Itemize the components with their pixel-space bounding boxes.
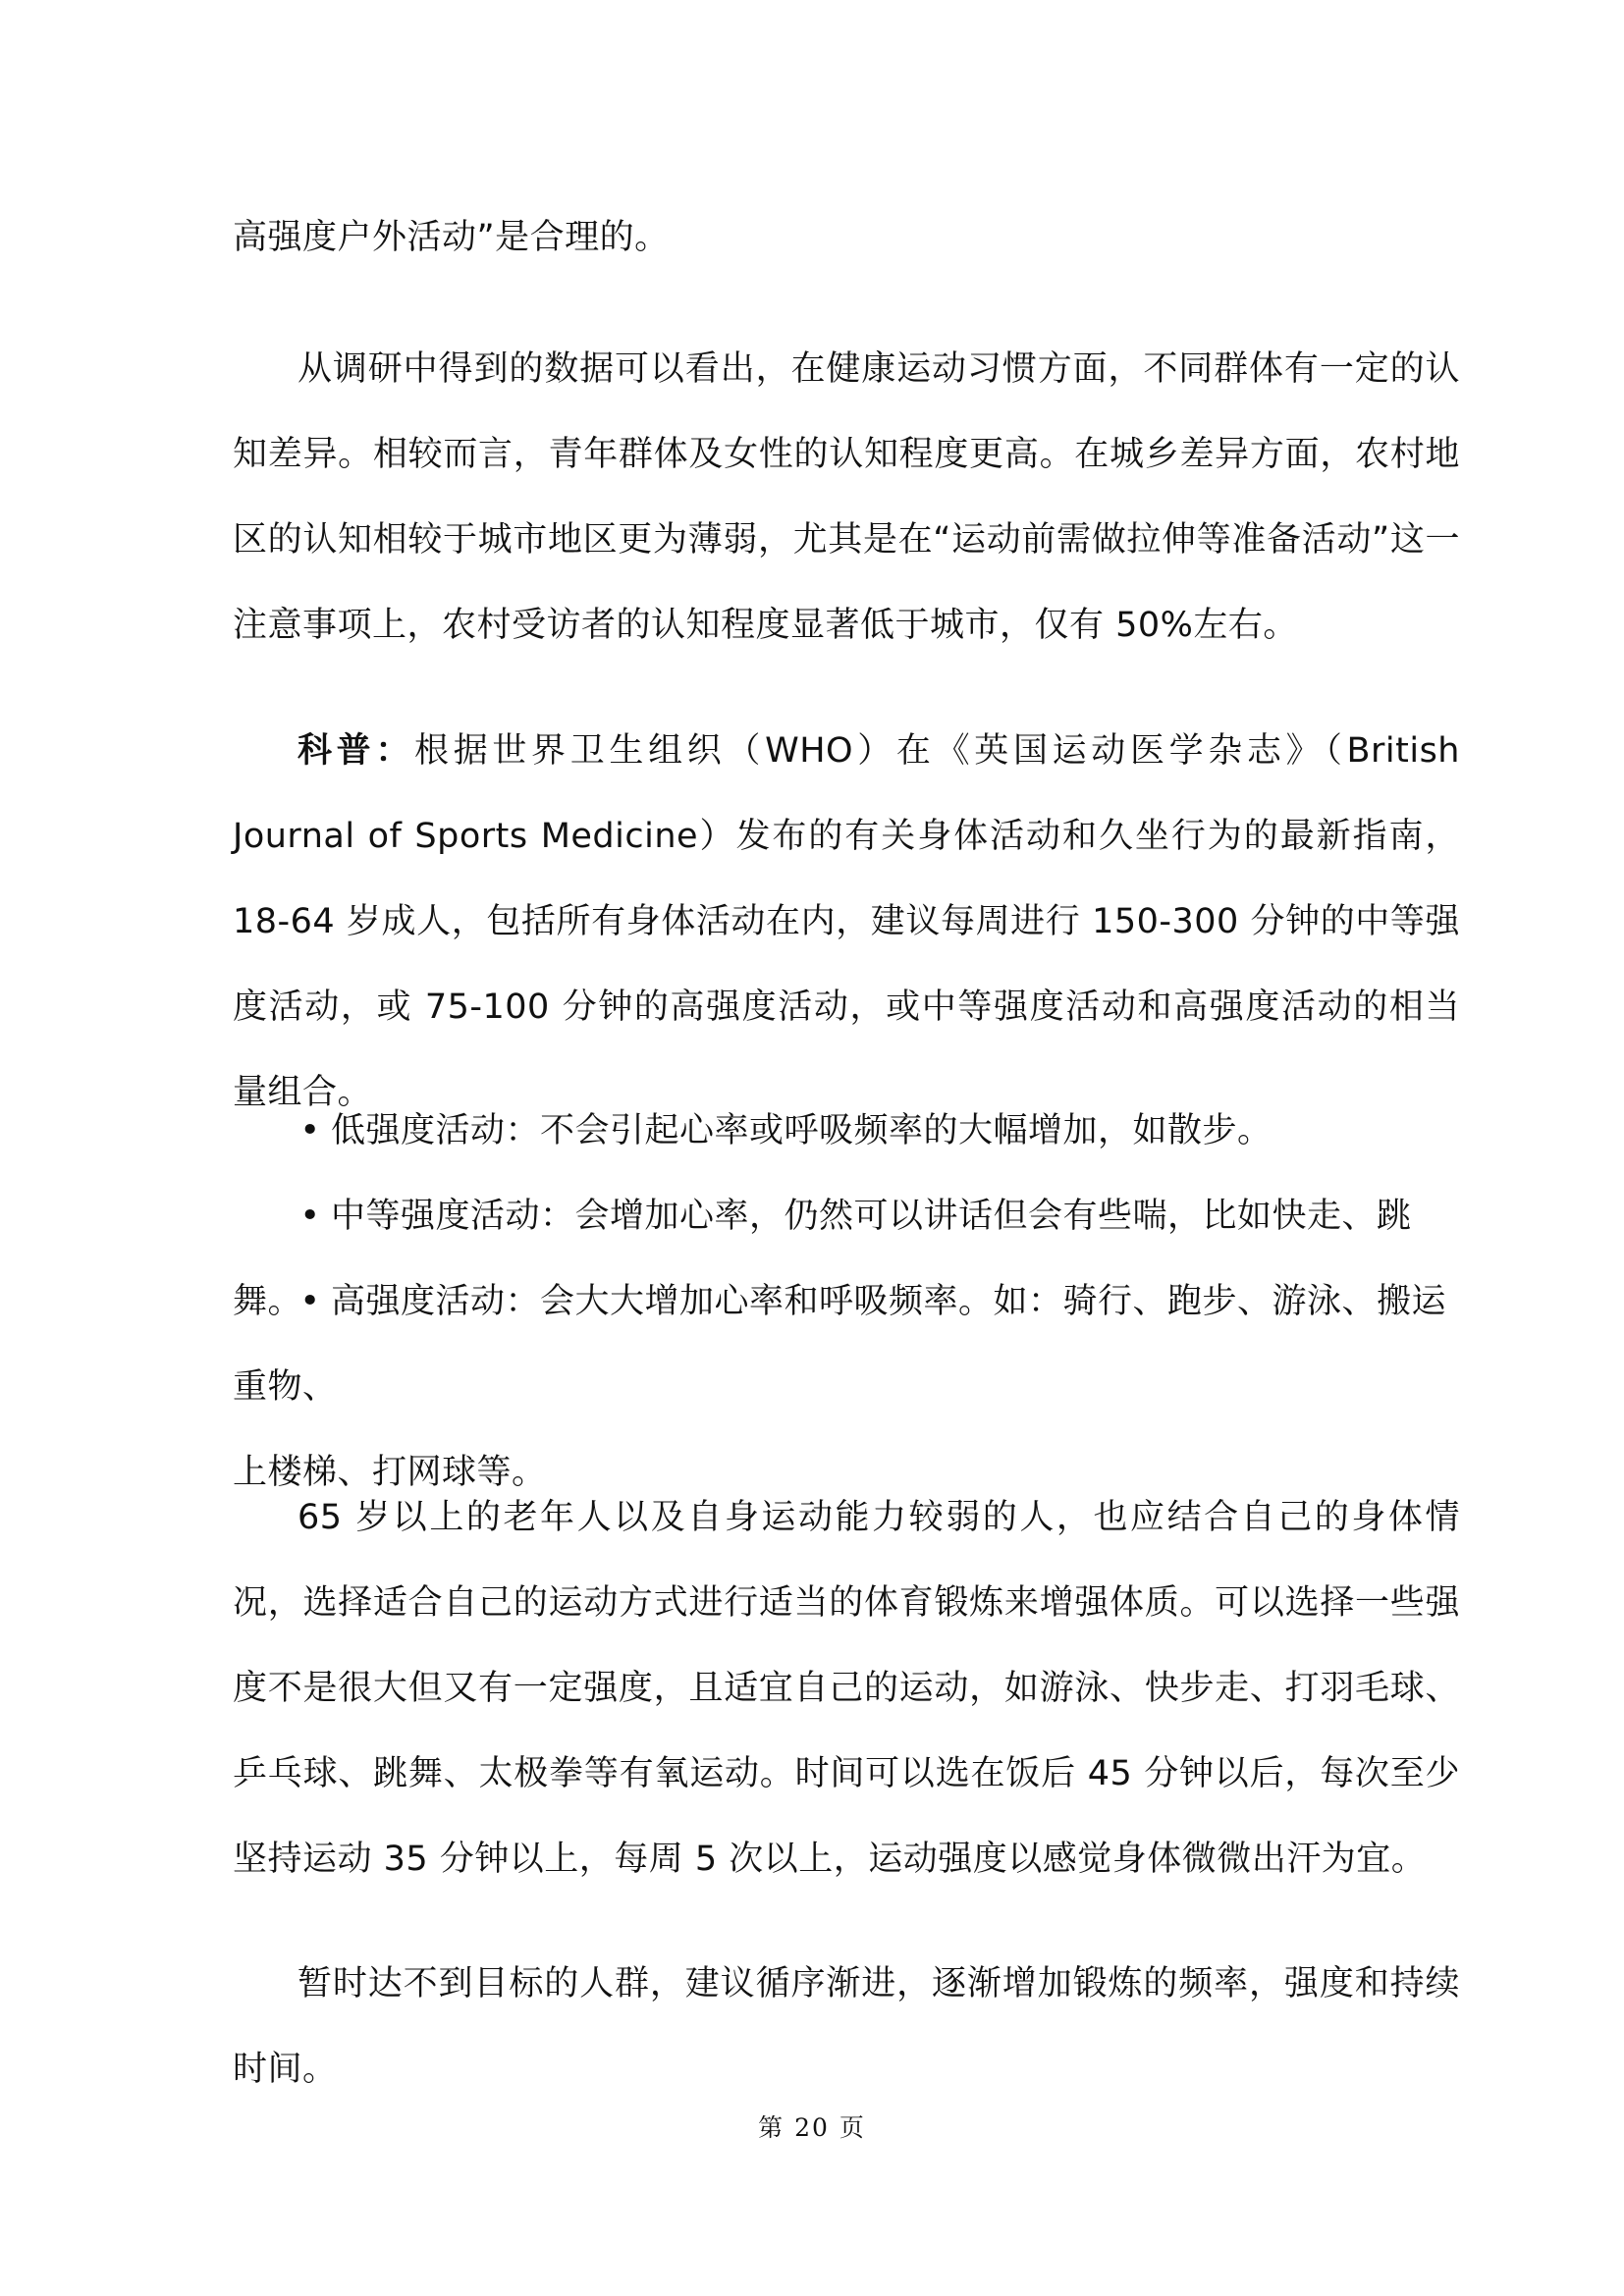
paragraph-science-note — [233, 709, 1460, 1136]
list-item-low-intensity — [233, 1089, 1460, 1174]
science-note-label: 科普： — [298, 731, 415, 771]
bullet-icon: • — [299, 1197, 321, 1236]
bullet-icon: • — [299, 1111, 321, 1150]
paragraph-survey-findings: 从调研中得到的数据可以看出，在健康运动习惯方面，不同群体有一定的认知差异。相较而言，青年群体及女性的认知程度更高。在城乡差异方面，农村地区的认知相较于城市地区更为薄弱，尤其是在“运动前需做拉伸等准备活动”这一注意事项上，农村受访者的认知程度显著低于城市，仅有 50%左右。 — [233, 349, 1460, 645]
list-item-text: 高强度活动：会大大增加心率和呼吸频率。如：骑行、跑步、游泳、搬运重物、 — [233, 1282, 1447, 1407]
science-note-text: 根据世界卫生组织（WHO）在《英国运动医学杂志》（British Journal of Sports Medicine）发布的有关身体活动和久坐行为的最新指南，18-64 岁成人，包括所有身体活动在内，建议每周进行 150-300 分钟的中等强度活动，或 75-100 分钟的高强度活动，或中等强度活动和高强度活动的相当量组合。 — [233, 731, 1460, 1112]
paragraph-elderly-advice: 65 岁以上的老年人以及自身运动能力较弱的人，也应结合自己的身体情况，选择适合自己的运动方式进行适当的体育锻炼来增强体质。可以选择一些强度不是很大但又有一定强度，且适宜自己的运动，如游泳、快步走、打羽毛球、乒乓球、跳舞、太极拳等有氧运动。时间可以选在饭后 45 分钟以后，每次至少坚持运动 35 分钟以上，每周 5 次以上，运动强度以感觉身体微微出汗为宜。 — [233, 1498, 1460, 1879]
paragraph-gradual-progress: 暂时达不到目标的人群，建议循序渐进，逐渐增加锻炼的频率，强度和持续时间。 — [233, 1964, 1460, 2089]
paragraph-continuation: 高强度户外活动”是合理的。 — [233, 218, 670, 257]
bullet-icon: • — [299, 1282, 321, 1321]
page-number: 第 20 页 — [758, 2113, 866, 2142]
list-item-text-continued: 上楼梯、打网球等。 — [233, 1453, 547, 1492]
list-item-text: 低强度活动：不会引起心率或呼吸频率的大幅增加，如散步。 — [331, 1111, 1272, 1150]
list-item-text: 中等强度活动：会增加心率，仍然可以讲话但会有些喘，比如快走、跳舞。 — [233, 1197, 1412, 1321]
